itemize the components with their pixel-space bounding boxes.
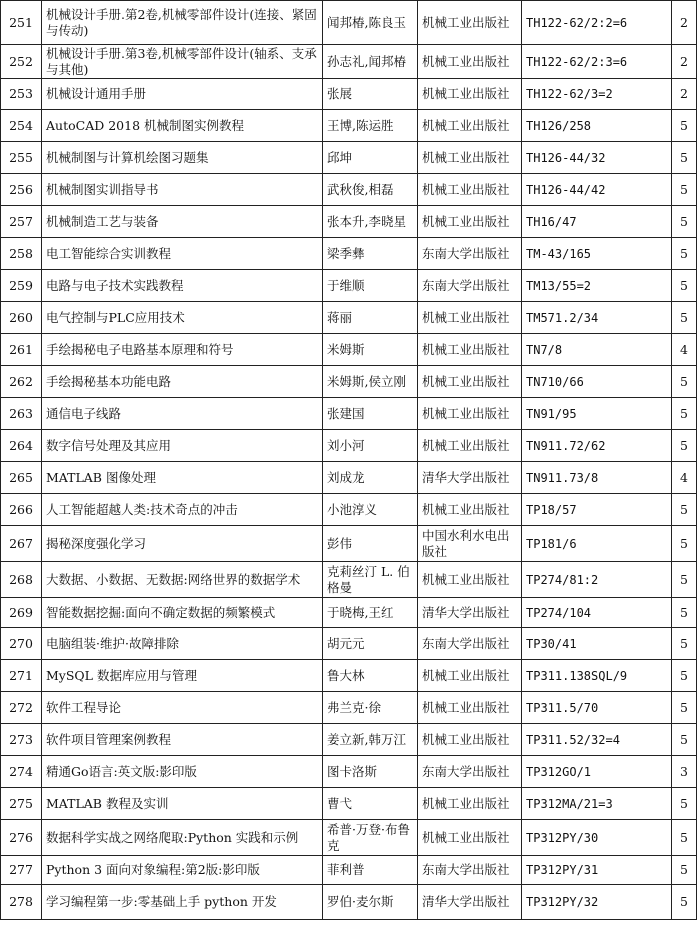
author: 小池淳义: [323, 494, 418, 526]
author: 武秋俊,相磊: [323, 174, 418, 206]
copy-count: 5: [672, 885, 697, 920]
call-number: TH126-44/32: [522, 142, 672, 174]
author: 刘小河: [323, 430, 418, 462]
call-number: TN7/8: [522, 334, 672, 366]
call-number: TN911.73/8: [522, 462, 672, 494]
publisher: 机械工业出版社: [418, 206, 522, 238]
copy-count: 2: [672, 45, 697, 79]
row-number: 277: [1, 856, 42, 885]
table-row: [1, 885, 697, 920]
publisher: 机械工业出版社: [418, 692, 522, 724]
table-row: [1, 494, 697, 526]
call-number: TP181/6: [522, 526, 672, 562]
table-row: [1, 462, 697, 494]
row-number: 278: [1, 885, 42, 920]
copy-count: 5: [672, 724, 697, 756]
call-number: TP312PY/32: [522, 885, 672, 920]
author: 图卡洛斯: [323, 756, 418, 788]
table-row: [1, 562, 697, 598]
book-title: 手绘揭秘基本功能电路: [42, 366, 323, 398]
author: 鲁大林: [323, 660, 418, 692]
book-title: Python 3 面向对象编程:第2版:影印版: [42, 856, 323, 885]
copy-count: 5: [672, 206, 697, 238]
row-number: 271: [1, 660, 42, 692]
book-title: 电工智能综合实训教程: [42, 238, 323, 270]
table-row: [1, 724, 697, 756]
row-number: 273: [1, 724, 42, 756]
publisher: 机械工业出版社: [418, 562, 522, 598]
book-title: 电气控制与PLC应用技术: [42, 302, 323, 334]
book-list-body: [1, 1, 697, 920]
author: 孙志礼,闻邦椿: [323, 45, 418, 79]
author: 张建国: [323, 398, 418, 430]
table-row: [1, 788, 697, 820]
book-title: 机械制图实训指导书: [42, 174, 323, 206]
copy-count: 5: [672, 628, 697, 660]
row-number: 258: [1, 238, 42, 270]
call-number: TP30/41: [522, 628, 672, 660]
table-row: [1, 820, 697, 856]
publisher: 机械工业出版社: [418, 398, 522, 430]
row-number: 266: [1, 494, 42, 526]
table-row: [1, 692, 697, 724]
table-row: [1, 430, 697, 462]
copy-count: 5: [672, 110, 697, 142]
call-number: TP311.138SQL/9: [522, 660, 672, 692]
book-title: 机械设计手册.第3卷,机械零部件设计(轴系、支承与其他): [42, 45, 323, 79]
row-number: 261: [1, 334, 42, 366]
call-number: TM13/55=2: [522, 270, 672, 302]
row-number: 264: [1, 430, 42, 462]
copy-count: 5: [672, 270, 697, 302]
call-number: TH126/258: [522, 110, 672, 142]
table-row: [1, 110, 697, 142]
book-title: 机械制造工艺与装备: [42, 206, 323, 238]
publisher: 机械工业出版社: [418, 79, 522, 110]
publisher: 清华大学出版社: [418, 885, 522, 920]
call-number: TP18/57: [522, 494, 672, 526]
copy-count: 5: [672, 562, 697, 598]
call-number: TH16/47: [522, 206, 672, 238]
author: 克莉丝汀 L. 伯格曼: [323, 562, 418, 598]
book-title: 手绘揭秘电子电路基本原理和符号: [42, 334, 323, 366]
book-title: 大数据、小数据、无数据:网络世界的数据学术: [42, 562, 323, 598]
author: 希普·万登·布鲁克: [323, 820, 418, 856]
copy-count: 5: [672, 174, 697, 206]
author: 张展: [323, 79, 418, 110]
book-title: 数据科学实战之网络爬取:Python 实践和示例: [42, 820, 323, 856]
row-number: 252: [1, 45, 42, 79]
table-row: [1, 660, 697, 692]
copy-count: 5: [672, 598, 697, 628]
book-title: 精通Go语言:英文版:影印版: [42, 756, 323, 788]
row-number: 263: [1, 398, 42, 430]
call-number: TM-43/165: [522, 238, 672, 270]
publisher: 东南大学出版社: [418, 238, 522, 270]
publisher: 机械工业出版社: [418, 494, 522, 526]
author: 张本升,李晓星: [323, 206, 418, 238]
publisher: 机械工业出版社: [418, 45, 522, 79]
copy-count: 5: [672, 692, 697, 724]
publisher: 机械工业出版社: [418, 430, 522, 462]
publisher: 机械工业出版社: [418, 142, 522, 174]
book-title: 机械设计手册.第2卷,机械零部件设计(连接、紧固与传动): [42, 1, 323, 45]
call-number: TP312PY/30: [522, 820, 672, 856]
author: 于维顺: [323, 270, 418, 302]
copy-count: 5: [672, 660, 697, 692]
book-title: 揭秘深度强化学习: [42, 526, 323, 562]
author: 姜立新,韩万江: [323, 724, 418, 756]
publisher: 清华大学出版社: [418, 598, 522, 628]
table-row: [1, 302, 697, 334]
book-title: 数字信号处理及其应用: [42, 430, 323, 462]
publisher: 机械工业出版社: [418, 788, 522, 820]
call-number: TH122-62/3=2: [522, 79, 672, 110]
copy-count: 5: [672, 366, 697, 398]
author: 王博,陈运胜: [323, 110, 418, 142]
book-title: AutoCAD 2018 机械制图实例教程: [42, 110, 323, 142]
call-number: TP312MA/21=3: [522, 788, 672, 820]
row-number: 276: [1, 820, 42, 856]
author: 罗伯·麦尔斯: [323, 885, 418, 920]
publisher: 机械工业出版社: [418, 660, 522, 692]
row-number: 262: [1, 366, 42, 398]
table-row: [1, 206, 697, 238]
table-row: [1, 526, 697, 562]
book-title: MySQL 数据库应用与管理: [42, 660, 323, 692]
book-title: 学习编程第一步:零基础上手 python 开发: [42, 885, 323, 920]
copy-count: 5: [672, 820, 697, 856]
call-number: TH122-62/2:2=6: [522, 1, 672, 45]
table-row: [1, 1, 697, 45]
row-number: 257: [1, 206, 42, 238]
book-title: MATLAB 教程及实训: [42, 788, 323, 820]
call-number: TP312GO/1: [522, 756, 672, 788]
table-row: [1, 238, 697, 270]
copy-count: 5: [672, 430, 697, 462]
table-row: [1, 334, 697, 366]
row-number: 251: [1, 1, 42, 45]
row-number: 256: [1, 174, 42, 206]
book-title: 软件工程导论: [42, 692, 323, 724]
table-row: [1, 142, 697, 174]
author: 米姆斯: [323, 334, 418, 366]
call-number: TM571.2/34: [522, 302, 672, 334]
author: 米姆斯,侯立刚: [323, 366, 418, 398]
book-title: 软件项目管理案例教程: [42, 724, 323, 756]
author: 梁季彝: [323, 238, 418, 270]
call-number: TP274/81:2: [522, 562, 672, 598]
row-number: 265: [1, 462, 42, 494]
row-number: 268: [1, 562, 42, 598]
row-number: 255: [1, 142, 42, 174]
table-row: [1, 45, 697, 79]
book-title: 电路与电子技术实践教程: [42, 270, 323, 302]
call-number: TN91/95: [522, 398, 672, 430]
row-number: 259: [1, 270, 42, 302]
copy-count: 5: [672, 856, 697, 885]
publisher: 东南大学出版社: [418, 856, 522, 885]
book-title: 人工智能超越人类:技术奇点的冲击: [42, 494, 323, 526]
copy-count: 5: [672, 302, 697, 334]
book-title: 电脑组装·维护·故障排除: [42, 628, 323, 660]
row-number: 269: [1, 598, 42, 628]
row-number: 274: [1, 756, 42, 788]
row-number: 275: [1, 788, 42, 820]
book-title: 机械设计通用手册: [42, 79, 323, 110]
call-number: TH126-44/42: [522, 174, 672, 206]
author: 刘成龙: [323, 462, 418, 494]
call-number: TP311.5/70: [522, 692, 672, 724]
publisher: 机械工业出版社: [418, 1, 522, 45]
author: 弗兰克·徐: [323, 692, 418, 724]
publisher: 机械工业出版社: [418, 820, 522, 856]
publisher: 机械工业出版社: [418, 110, 522, 142]
table-row: [1, 628, 697, 660]
publisher: 东南大学出版社: [418, 628, 522, 660]
author: 胡元元: [323, 628, 418, 660]
publisher: 东南大学出版社: [418, 270, 522, 302]
publisher: 东南大学出版社: [418, 756, 522, 788]
publisher: 中国水利水电出版社: [418, 526, 522, 562]
copy-count: 5: [672, 142, 697, 174]
publisher: 机械工业出版社: [418, 334, 522, 366]
call-number: TN911.72/62: [522, 430, 672, 462]
copy-count: 5: [672, 398, 697, 430]
row-number: 272: [1, 692, 42, 724]
row-number: 260: [1, 302, 42, 334]
table-row: [1, 598, 697, 628]
table-row: [1, 856, 697, 885]
author: 蒋丽: [323, 302, 418, 334]
book-title: 智能数据挖掘:面向不确定数据的频繁模式: [42, 598, 323, 628]
book-title: 通信电子线路: [42, 398, 323, 430]
copy-count: 3: [672, 756, 697, 788]
copy-count: 5: [672, 526, 697, 562]
book-title: 机械制图与计算机绘图习题集: [42, 142, 323, 174]
publisher: 机械工业出版社: [418, 302, 522, 334]
call-number: TP312PY/31: [522, 856, 672, 885]
copy-count: 4: [672, 334, 697, 366]
copy-count: 5: [672, 788, 697, 820]
row-number: 267: [1, 526, 42, 562]
table-row: [1, 174, 697, 206]
table-row: [1, 756, 697, 788]
call-number: TN710/66: [522, 366, 672, 398]
author: 彭伟: [323, 526, 418, 562]
publisher: 机械工业出版社: [418, 174, 522, 206]
table-row: [1, 270, 697, 302]
row-number: 254: [1, 110, 42, 142]
copy-count: 5: [672, 494, 697, 526]
copy-count: 5: [672, 238, 697, 270]
row-number: 270: [1, 628, 42, 660]
table-row: [1, 366, 697, 398]
publisher: 机械工业出版社: [418, 724, 522, 756]
author: 于晓梅,王红: [323, 598, 418, 628]
book-title: MATLAB 图像处理: [42, 462, 323, 494]
author: 闻邦椿,陈良玉: [323, 1, 418, 45]
call-number: TP274/104: [522, 598, 672, 628]
copy-count: 2: [672, 1, 697, 45]
author: 邱坤: [323, 142, 418, 174]
call-number: TP311.52/32=4: [522, 724, 672, 756]
copy-count: 2: [672, 79, 697, 110]
publisher: 机械工业出版社: [418, 366, 522, 398]
call-number: TH122-62/2:3=6: [522, 45, 672, 79]
publisher: 清华大学出版社: [418, 462, 522, 494]
table-row: [1, 79, 697, 110]
row-number: 253: [1, 79, 42, 110]
author: 曹弋: [323, 788, 418, 820]
copy-count: 4: [672, 462, 697, 494]
author: 菲利普: [323, 856, 418, 885]
table-row: [1, 398, 697, 430]
